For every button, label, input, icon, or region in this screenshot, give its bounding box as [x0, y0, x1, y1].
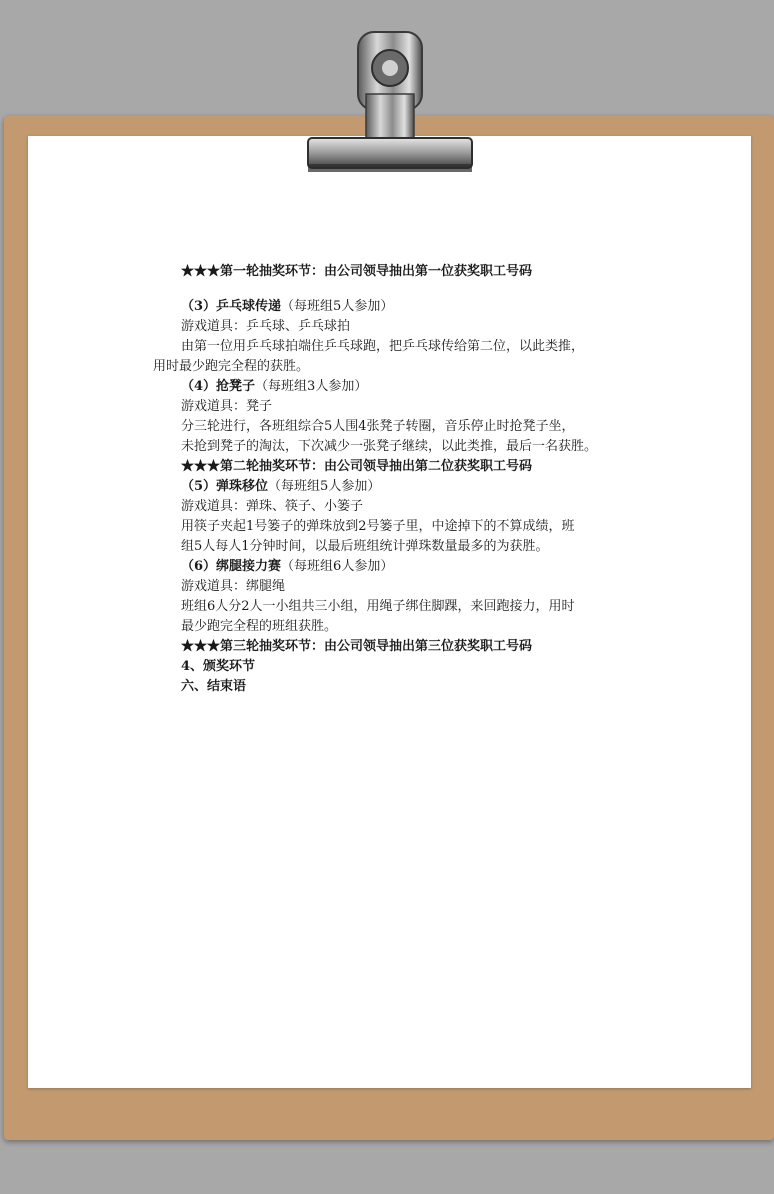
game-5-name: （5）弹珠移位	[181, 479, 269, 494]
game-5-note: （每班组5人参加）	[268, 479, 381, 494]
game-4-props: 游戏道具：凳子	[181, 399, 273, 414]
game-6-note: （每班组6人参加）	[281, 559, 394, 574]
game-4-name: （4）抢凳子	[181, 379, 256, 394]
section-award-ceremony: 4、颁奖环节	[181, 659, 256, 674]
game-5-props: 游戏道具：弹珠、筷子、小篓子	[181, 499, 364, 514]
game-4-desc-line-2: 未抢到凳子的淘汰，下次减少一张凳子继续，以此类推，最后一名获胜。	[181, 439, 598, 454]
document-content	[153, 262, 641, 697]
lottery-heading-3: ★★★第三轮抽奖环节：由公司领导抽出第三位获奖职工号码	[181, 639, 533, 654]
lottery-heading-2: ★★★第二轮抽奖环节：由公司领导抽出第二位获奖职工号码	[181, 459, 533, 474]
game-4-title	[181, 377, 641, 397]
game-4-desc-line-1: 分三轮进行，各班组综合5人围4张凳子转圈，音乐停止时抢凳子坐，	[181, 419, 575, 434]
game-3-desc-line-2: 用时最少跑完全程的获胜。	[153, 359, 310, 374]
game-6-name: （6）绑腿接力赛	[181, 559, 282, 574]
game-5-desc-line-1: 用筷子夹起1号篓子的弹珠放到2号篓子里，中途掉下的不算成绩，班	[181, 519, 575, 534]
game-3-props: 游戏道具：乒乓球、乒乓球拍	[181, 319, 351, 334]
binder-clip-icon	[300, 24, 478, 180]
game-6-title	[181, 557, 641, 577]
game-6-desc-line-2: 最少跑完全程的班组获胜。	[181, 619, 338, 634]
game-4-note: （每班组3人参加）	[255, 379, 368, 394]
section-closing-remarks: 六、结束语	[181, 679, 247, 694]
game-6-props: 游戏道具：绑腿绳	[181, 579, 286, 594]
game-3-name: （3）乒乓球传递	[181, 299, 282, 314]
lottery-heading-1: ★★★第一轮抽奖环节：由公司领导抽出第一位获奖职工号码	[181, 264, 533, 279]
game-3-desc-line-1: 由第一位用乒乓球拍端住乒乓球跑，把乒乓球传给第二位，以此类推，	[181, 339, 585, 354]
game-5-desc-line-2: 组5人每人1分钟时间，以最后班组统计弹珠数量最多的为获胜。	[181, 539, 549, 554]
game-6-desc-line-1: 班组6人分2人一小组共三小组，用绳子绑住脚踝，来回跑接力，用时	[181, 599, 575, 614]
game-3-note: （每班组5人参加）	[281, 299, 394, 314]
game-3-title	[181, 297, 641, 317]
game-5-title	[181, 477, 641, 497]
